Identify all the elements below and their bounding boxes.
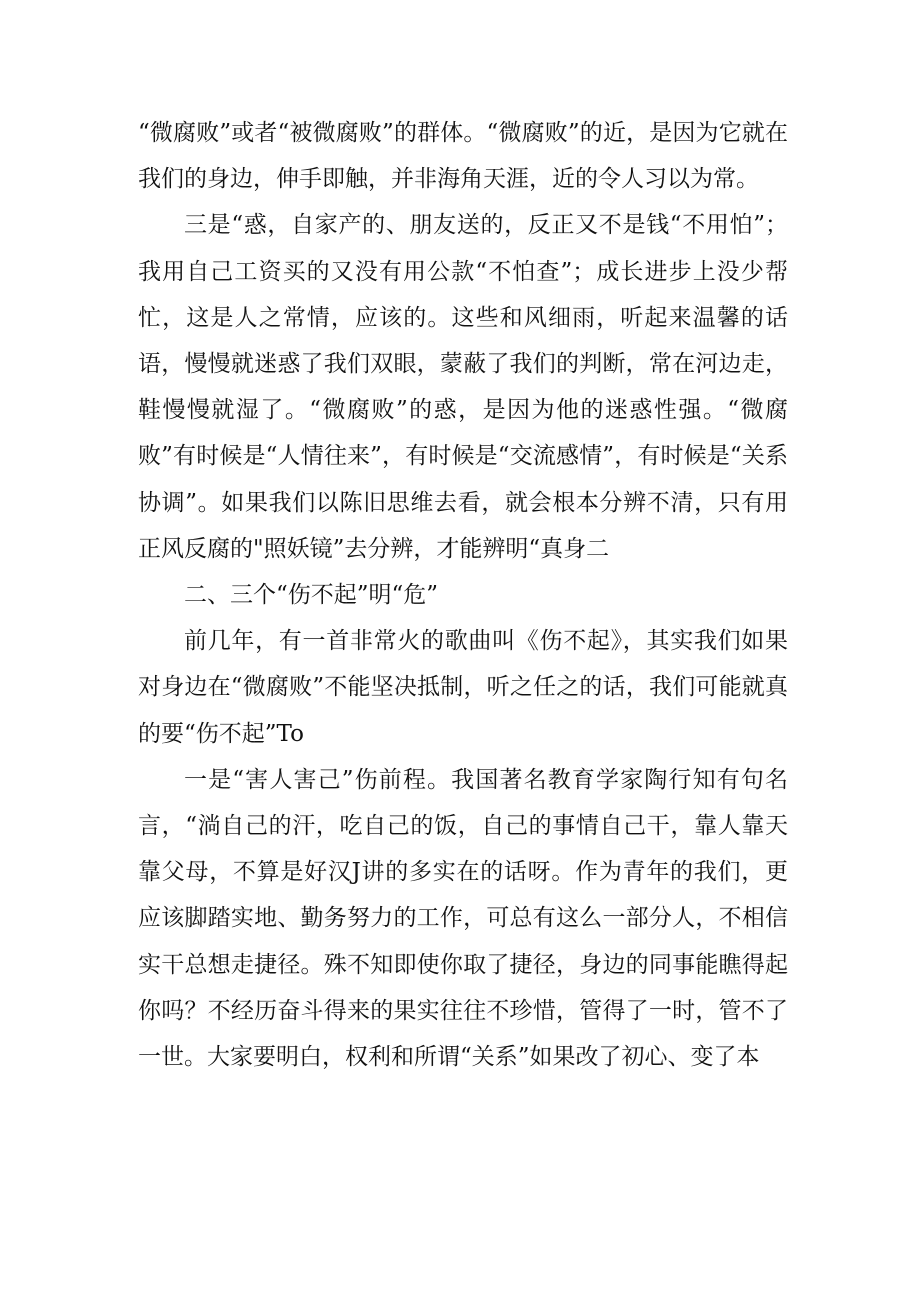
document-body bbox=[138, 110, 788, 1080]
section-heading-danger: 二、三个“伤不起”明“危” bbox=[184, 582, 439, 609]
paragraph-song-intro: 前几年，有一首非常火的歌曲叫《伤不起》，其实我们如果对身边在“微腐败”不能坚决抵制，听之任之的话，我们可能就真的要“伤不起”To bbox=[138, 628, 788, 747]
paragraph-point-three-confusion: 三是“惑，自家产的、朋友送的，反正又不是钱“不用怕”；我用自己工资买的又没有用公款“不怕查”；成长进步上没少帮忙，这是人之常情，应该的。这些和风细雨，听起来温馨的话语，慢慢就迷惑了我们双眼，蒙蔽了我们的判断，常在河边走，鞋慢慢就湿了。“微腐败”的惑，是因为他的迷惑性强。“微腐败”有时候是“人情往来”，有时候是“交流感情”，有时候是“关系协调”。如果我们以陈旧思维去看，就会根本分辨不清，只有用正风反腐的"照妖镜”去分辨，才能辨明“真身二 bbox=[138, 212, 788, 562]
paragraph-continuation: “微腐败”或者“被微腐败”的群体。“微腐败”的近，是因为它就在我们的身边，伸手即触，并非海角天涯，近的令人习以为常。 bbox=[138, 120, 788, 193]
paragraph-point-one-career: 一是“害人害己”伤前程。我国著名教育学家陶行知有句名言，“淌自己的汗，吃自己的饭，自己的事情自己干，靠人靠天靠父母，不算是好汉J讲的多实在的话呀。作为青年的我们，更应该脚踏实地、勤务努力的工作，可总有这么一部分人，不相信实干总想走捷径。殊不知即使你取了捷径，身边的同事能瞧得起你吗？不经历奋斗得来的果实往往不珍惜，管得了一时，管不了一世。大家要明白，权利和所谓“关系”如果改了初心、变了本 bbox=[138, 766, 788, 1071]
